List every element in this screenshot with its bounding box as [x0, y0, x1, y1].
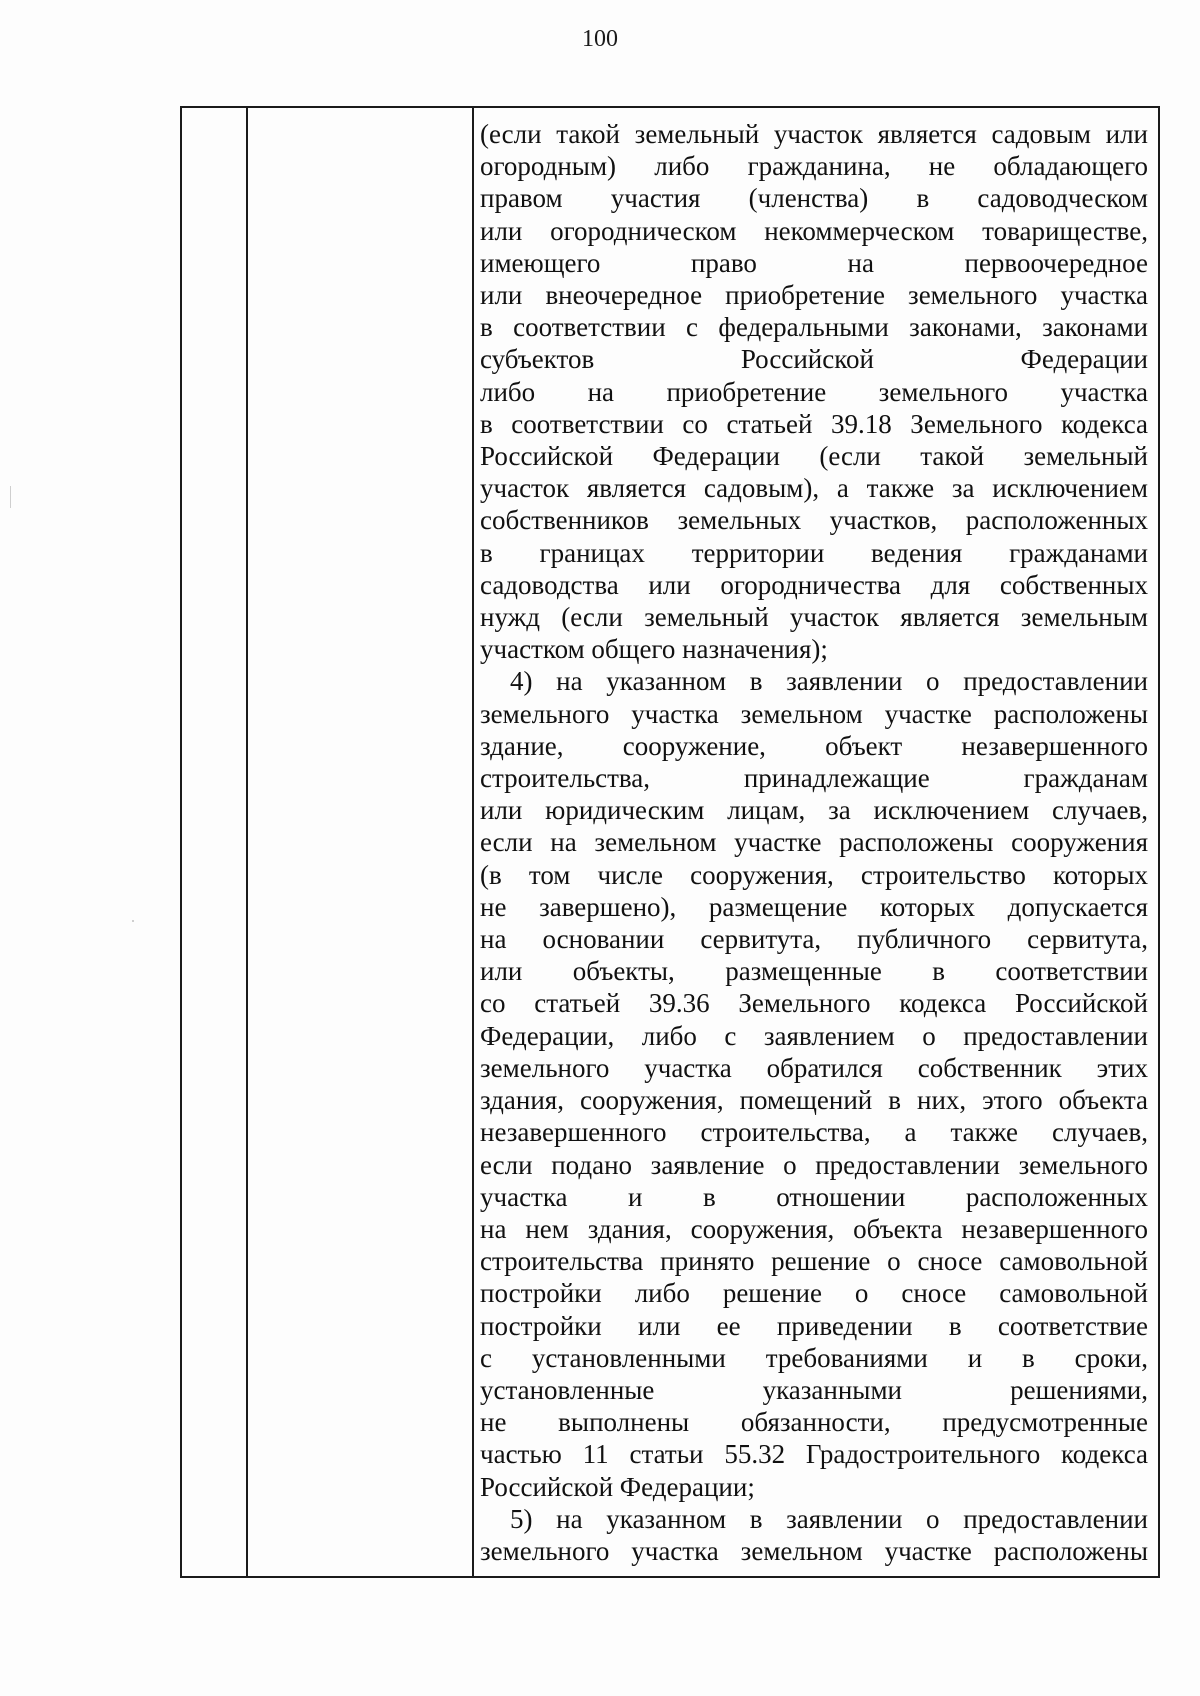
text-line: в соответствии со статьей 39.18 Земельного кодекса [480, 408, 1148, 439]
text-line: огородным) либо гражданина, не обладающего [480, 151, 1148, 182]
text-line: в соответствии с федеральными законами, законами [480, 312, 1148, 343]
text-line: нужд (если земельный участок является земельным [480, 602, 1148, 633]
text-line: здания, сооружения, помещений в них, этого объекта [480, 1085, 1148, 1116]
table-cell-text [480, 118, 1148, 1576]
text-line: не выполнены обязанности, предусмотренные [480, 1407, 1148, 1438]
scan-artifact [10, 486, 11, 508]
text-line: если на земельном участке расположены сооружения [480, 827, 1148, 858]
column-divider-2 [472, 108, 474, 1576]
text-line: 5) на указанном в заявлении о предоставлении [510, 1503, 1148, 1534]
text-line: незавершенного строительства, а также случаев, [480, 1117, 1148, 1148]
text-line: со статьей 39.36 Земельного кодекса Российской [480, 988, 1148, 1019]
text-line: земельного участка земельном участке расположены [480, 698, 1148, 729]
text-line: участка и в отношении расположенных [480, 1181, 1148, 1212]
text-line: правом участия (членства) в садоводческом [480, 183, 1148, 214]
text-line: с установленными требованиями и в сроки, [480, 1342, 1148, 1373]
text-line: частью 11 статьи 55.32 Градостроительного кодекса [480, 1439, 1148, 1470]
text-line: установленные указанными решениями, [480, 1374, 1148, 1405]
text-line: Федерации, либо с заявлением о предоставлении [480, 1020, 1148, 1051]
text-line: садоводства или огородничества для собственных [480, 569, 1148, 600]
text-line: Российской Федерации; [480, 1471, 755, 1502]
text-line: на нем здания, сооружения, объекта незавершенного [480, 1213, 1148, 1244]
text-line: имеющего право на первоочередное [480, 247, 1148, 278]
text-line: или юридическим лицам, за исключением случаев, [480, 795, 1148, 826]
text-line: постройки либо решение о сносе самовольной [480, 1278, 1148, 1309]
text-line: либо на приобретение земельного участка [480, 376, 1148, 407]
text-line: строительства, принадлежащие гражданам [480, 763, 1148, 794]
text-line: Российской Федерации (если такой земельный [480, 441, 1148, 472]
text-line: если подано заявление о предоставлении земельного [480, 1149, 1148, 1180]
text-line: 4) на указанном в заявлении о предоставлении [510, 666, 1148, 697]
text-line: участком общего назначения); [480, 634, 828, 665]
text-line: земельного участка земельном участке расположены [480, 1535, 1148, 1566]
page-number: 100 [582, 26, 618, 52]
text-line: (в том числе сооружения, строительство которых [480, 859, 1148, 890]
document-table [180, 106, 1160, 1578]
text-line: (если такой земельный участок является садовым или [480, 119, 1148, 149]
text-line: не завершено), размещение которых допускается [480, 891, 1148, 922]
text-line: или огородническом некоммерческом товариществе, [480, 215, 1148, 246]
text-line: собственников земельных участков, расположенных [480, 505, 1148, 536]
table-cell-empty-2 [248, 108, 472, 1576]
text-line: строительства принято решение о сносе самовольной [480, 1246, 1148, 1277]
text-line: земельного участка обратился собственник этих [480, 1052, 1148, 1083]
table-cell-empty-1 [182, 108, 246, 1576]
text-line: на основании сервитута, публичного сервитута, [480, 924, 1148, 955]
text-line: в границах территории ведения гражданами [480, 537, 1148, 568]
text-line: постройки или ее приведении в соответствие [480, 1310, 1148, 1341]
scan-artifact [132, 920, 134, 922]
text-line: или объекты, размещенные в соответствии [480, 956, 1148, 987]
text-line: здание, сооружение, объект незавершенного [480, 730, 1148, 761]
text-line: участок является садовым), а также за исключением [480, 473, 1148, 504]
text-line: или внеочередное приобретение земельного участка [480, 280, 1148, 311]
text-line: субъектов Российской Федерации [480, 344, 1148, 375]
